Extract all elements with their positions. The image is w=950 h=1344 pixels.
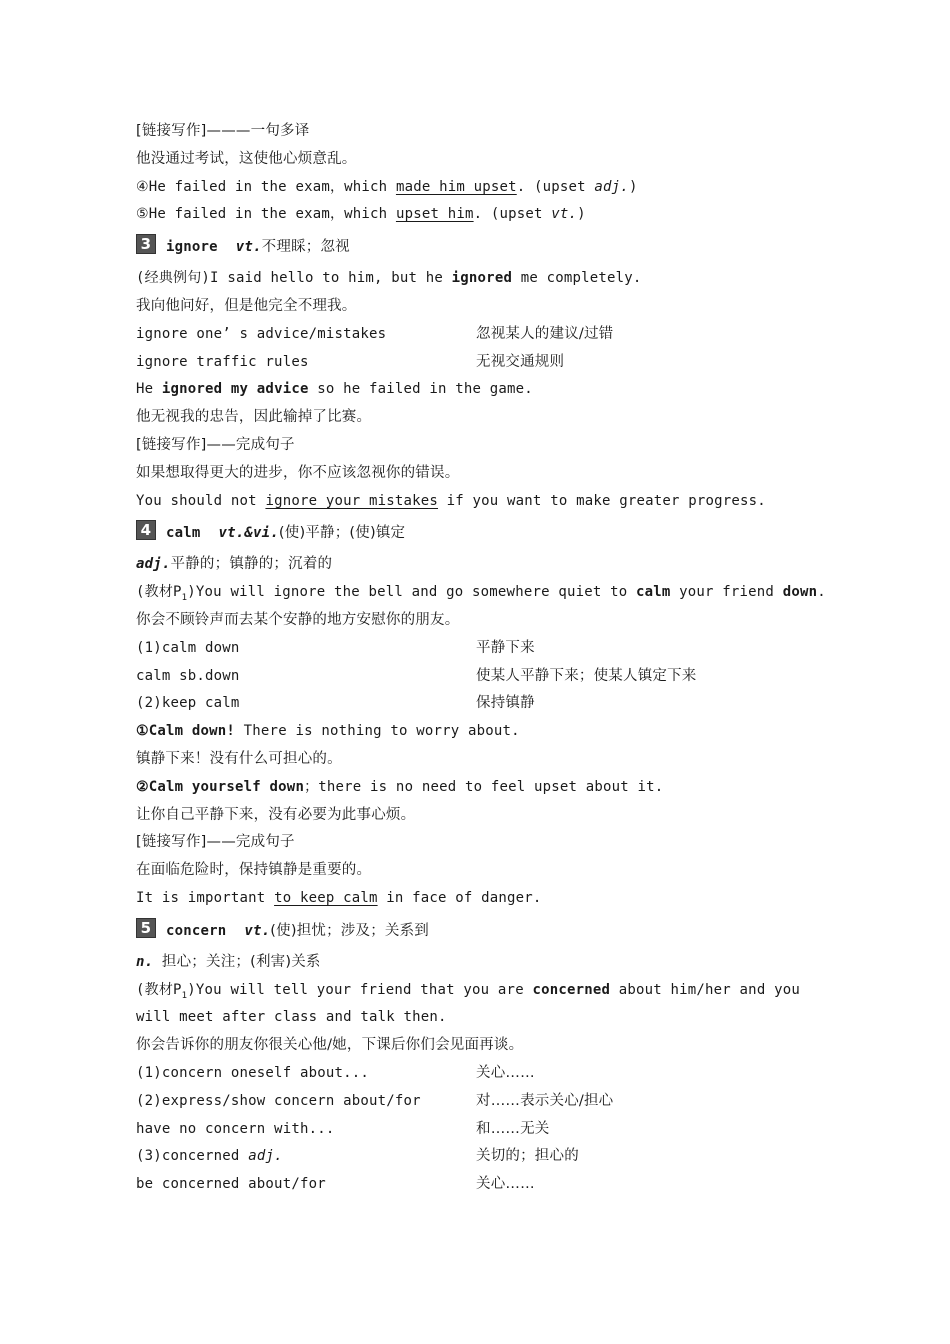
adjective-meaning: adj.平静的；镇静的；沉着的: [136, 556, 333, 573]
phrase-row: ignore traffic rules 无视交通规则: [136, 353, 565, 370]
link-writing-title: [链接写作]——完成句子: [136, 436, 295, 453]
chinese-sentence: 他没通过考试，这使他心烦意乱。: [136, 150, 357, 167]
number-5-icon: 5: [136, 918, 156, 938]
link-writing-title: [链接写作]———一句多译: [136, 123, 310, 139]
usage-sentence-1: ①Calm down! There is nothing to worry about.: [136, 723, 520, 740]
document-page: [136, 118, 836, 1199]
example-sentence: (教材$P_1)You$ will tell your friend that you are concerned about him/her and you: [136, 981, 800, 1001]
example-translation: 你会不顾铃声而去某个安静的地方安慰你的朋友。: [136, 611, 460, 628]
phrase-row: (2)express/show concern about/for 对……表示关心/担心: [136, 1092, 614, 1109]
entry-ignore-heading: 3 ignore vt. 不理睬；忽视: [136, 229, 836, 265]
exercise-answer: You should not ignore your mistakes if you want to make greater progress.: [136, 492, 766, 509]
usage-translation: 他无视我的忠告，因此输掉了比赛。: [136, 409, 372, 426]
headword: calm: [166, 525, 201, 542]
example-sentence: (教材$P_1)You$ will ignore the bell and go somewhere quiet to calm your friend down.: [136, 584, 826, 603]
number-3-icon: 3: [136, 234, 156, 254]
phrase-row: have no concern with... 和……无关: [136, 1120, 550, 1137]
exercise-prompt: 在面临危险时，保持镇静是重要的。: [136, 862, 372, 879]
entry-concern-heading: 5 concern vt. (使)担忧；涉及；关系到: [136, 913, 836, 949]
example-translation: 你会告诉你的朋友你很关心他/她，下课后你们会见面再谈。: [136, 1037, 524, 1054]
phrase-row: (3)concerned adj. 关切的；担心的: [136, 1148, 579, 1165]
phrase-row: ignore one’ s advice/mistakes 忽视某人的建议/过错: [136, 325, 614, 342]
example-translation: 我向他问好，但是他完全不理我。: [136, 297, 357, 314]
example-sentence-5: ⑤He failed in the exam，which upset him. (upset vt.): [136, 206, 586, 223]
usage-translation-2: 让你自己平静下来，没有必要为此事心烦。: [136, 806, 416, 823]
phrase-row: calm sb.down 使某人平静下来；使某人镇定下来: [136, 667, 697, 684]
phrase-row: be concerned about/for 关心……: [136, 1176, 535, 1193]
exercise-answer: It is important to keep calm in face of danger.: [136, 889, 542, 906]
noun-meaning: n. 担心；关注；(利害)关系: [136, 953, 321, 970]
example-sentence-cont: will meet after class and talk then.: [136, 1009, 447, 1026]
usage-sentence: He ignored my advice so he failed in the game.: [136, 381, 533, 398]
usage-sentence-2: ②Calm yourself down；there is no need to feel upset about it.: [136, 778, 664, 795]
phrase-row: (1)concern oneself about... 关心……: [136, 1064, 535, 1081]
entry-calm-heading: 4 calm vt.&vi. (使)平静；(使)镇定: [136, 515, 836, 551]
link-writing-title: [链接写作]——完成句子: [136, 834, 295, 851]
usage-translation-1: 镇静下来！没有什么可担心的。: [136, 750, 342, 767]
example-sentence: (经典例句)I said hello to him, but he ignored me completely.: [136, 270, 642, 287]
number-4-icon: 4: [136, 520, 156, 540]
headword: ignore: [166, 239, 218, 256]
exercise-prompt: 如果想取得更大的进步，你不应该忽视你的错误。: [136, 464, 460, 481]
example-sentence-4: ④He failed in the exam，which made him upset. (upset adj.): [136, 178, 638, 195]
headword: concern: [166, 922, 227, 939]
phrase-row: (1)calm down 平静下来: [136, 639, 535, 656]
phrase-row: (2)keep calm 保持镇静: [136, 695, 535, 712]
